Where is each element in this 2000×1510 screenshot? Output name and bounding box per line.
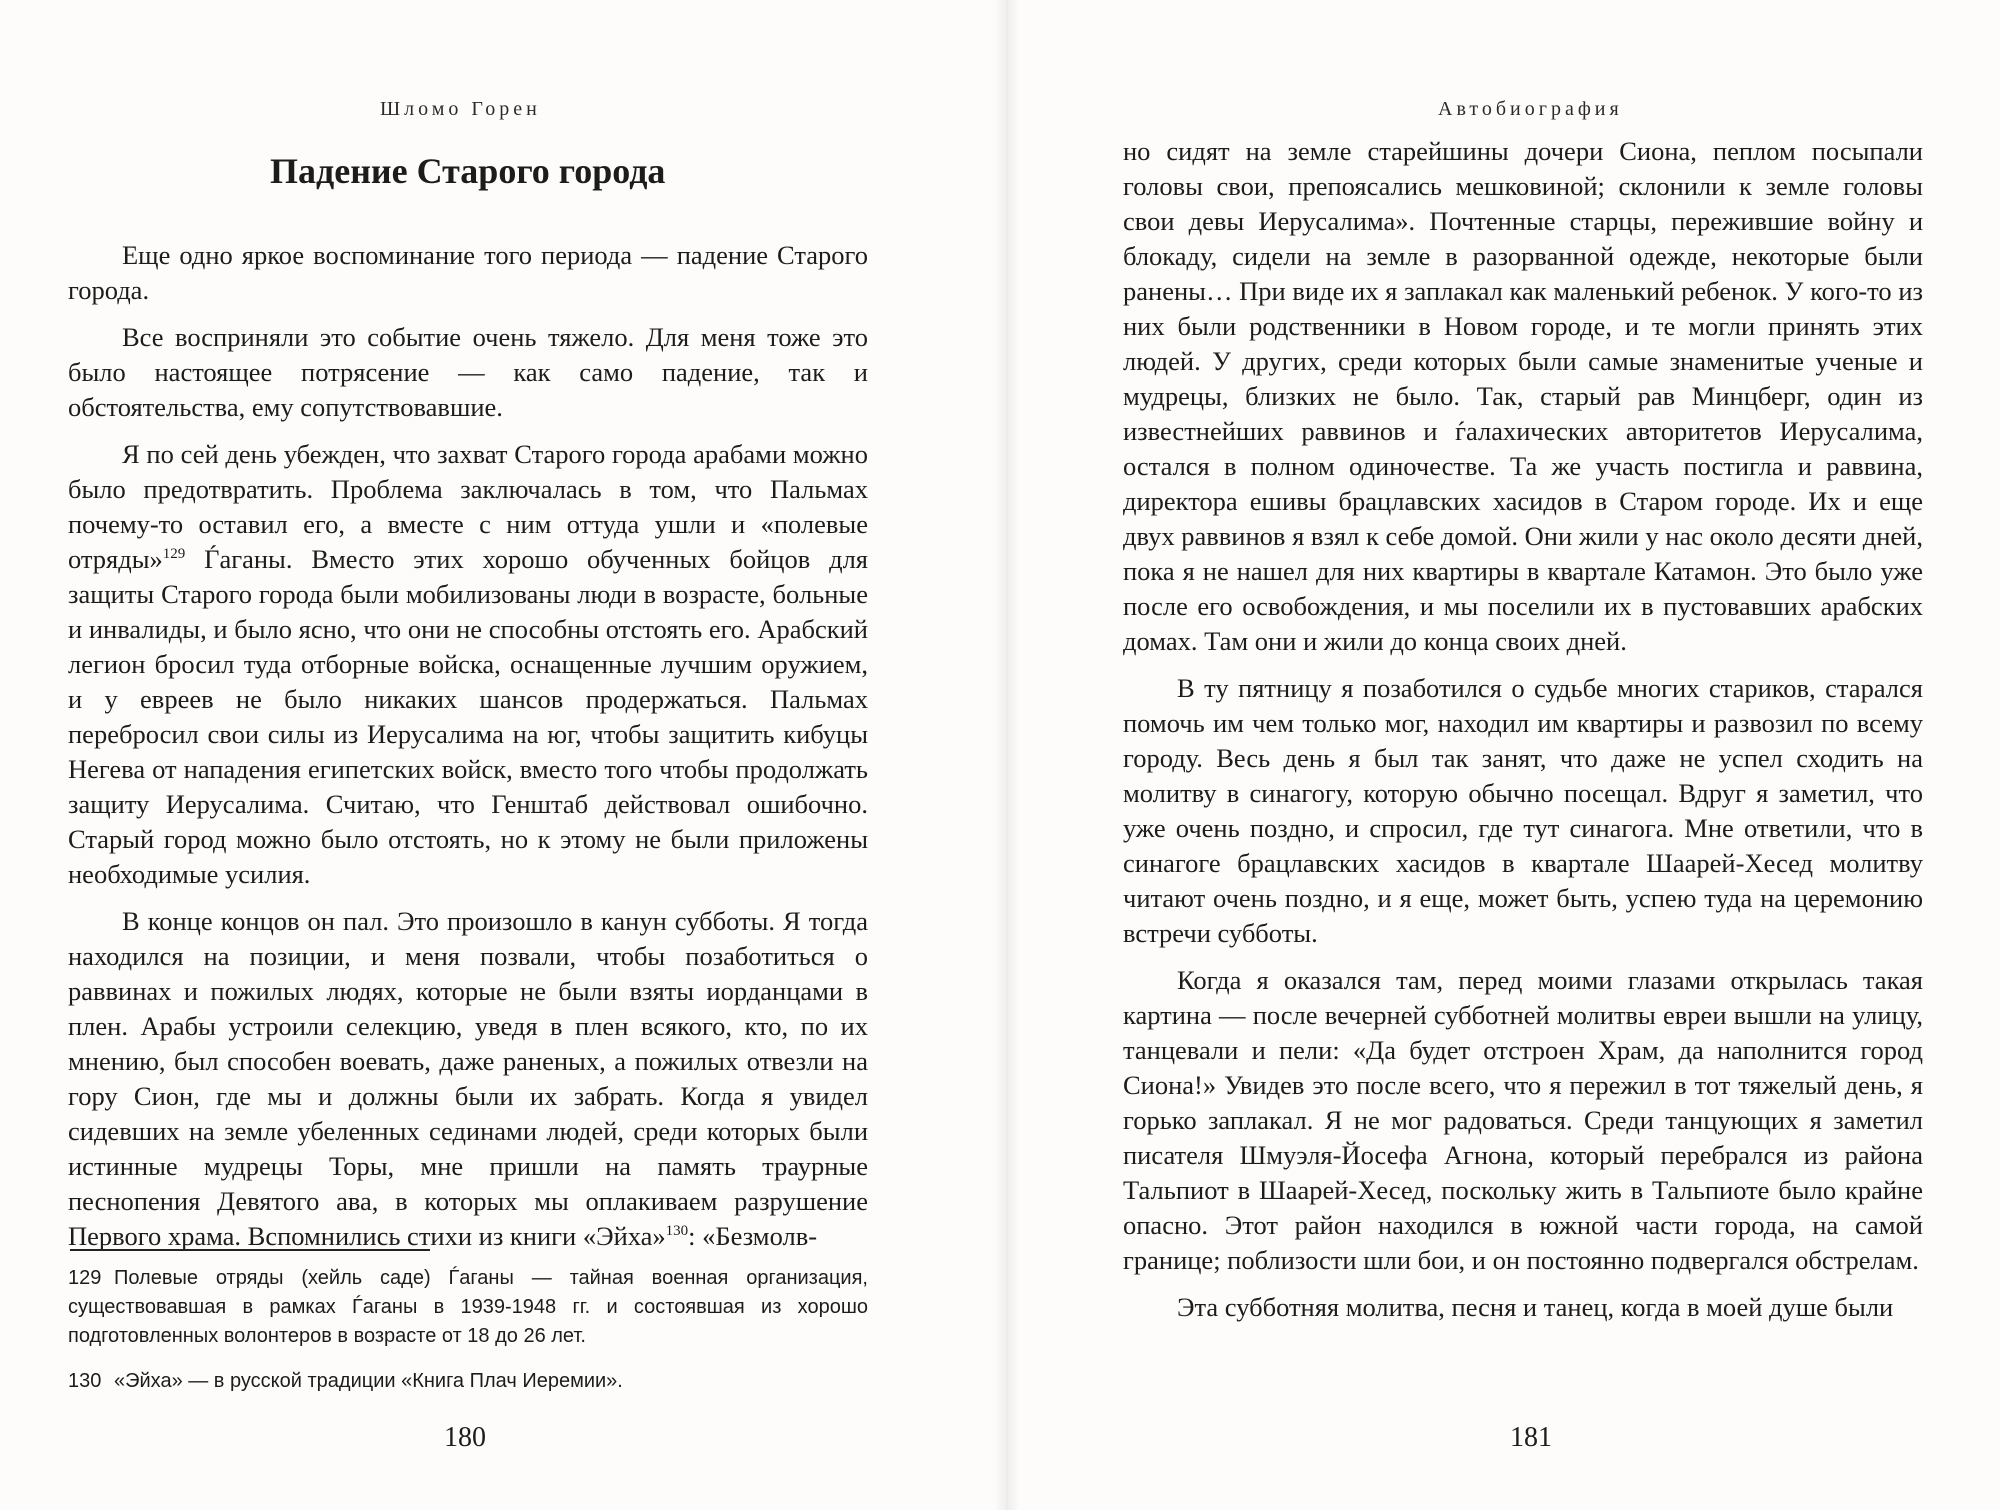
footnotes	[68, 1264, 868, 1412]
footnote-number: 129	[68, 1267, 102, 1289]
footnote-text: Полевые отряды (хейль саде) Ѓаганы — тайная военная организация, существовавшая в рамках Ѓаганы в 1939-1948 гг. и состоявшая из хорошо подготовленных волонтеров в возрасте от 18 до 26 лет.	[68, 1267, 868, 1347]
footnote-ref-130[interactable]: 130	[665, 1223, 689, 1240]
paragraph: Еще одно яркое воспоминание того периода — падение Старого города.	[68, 240, 868, 305]
right-running-head: Автобиография	[1438, 98, 1623, 120]
paragraph-text: Я по сей день убежден, что захват Старого города арабами можно было предотвратить. Проблема заключалась в том, что Пальмах почему-то оставил его, а вместе с ним оттуда ушли и «полевые отряды»	[68, 439, 868, 574]
right-text-block	[1123, 134, 1923, 1325]
paragraph-text: В конце концов он пал. Это произошло в канун субботы. Я тогда находился на позиции, и меня позвали, чтобы позаботиться о раввинах и пожилых людях, которые не были взяты иорданцами в плен. Арабы устроили селекцию, уведя в плен всякого, кто, по их мнению, был способен воевать, даже раненых, а пожилых отвезли на гору Сион, где мы и должны были их забрать. Когда я увидел сидевших на земле убеленных сединами людей, среди которых были истинные мудрецы Торы, мне пришли на память траурные песнопения Девятого ава, в которых мы оплакиваем разрушение Первого храма. Вспомнились стихи из книги «Эйха»	[68, 906, 868, 1251]
right-page-number: 181	[1510, 1422, 1552, 1453]
footnote-text: «Эйха» — в русской традиции «Книга Плач Иеремии».	[114, 1370, 623, 1392]
chapter-title: Падение Старого города	[270, 151, 666, 191]
paragraph: В ту пятницу я позаботился о судьбе многих стариков, старался помочь им чем только мог, находил им квартиры и развозил по всему городу. Весь день я был так занят, что даже не успел сходить на молитву в синагогу, которую обычно посещал. Вдруг я заметил, что уже очень поздно, и спросил, где тут синагога. Мне ответили, что в синагоге брацлавских хасидов в квартале Шаарей-Хесед молитву читают очень поздно, и я еще, может быть, успею туда на церемонию встречи субботы.	[1123, 673, 1923, 948]
left-running-head: Шломо Горен	[380, 98, 541, 120]
footnote-number: 130	[68, 1370, 102, 1392]
right-page	[1010, 0, 2000, 1510]
paragraph-text: : «Безмолв-	[688, 1221, 818, 1251]
footnote-ref-129[interactable]: 129	[162, 546, 186, 563]
paragraph: Когда я оказался там, перед моими глазами открылась такая картина — после вечерней субботней молитвы евреи вышли на улицу, танцевали и пели: «Да будет отстроен Храм, да наполнится город Сиона!» Увидев это после всего, что я пережил в тот тяжелый день, я горько заплакал. Я не мог радоваться. Среди танцующих я заметил писателя Шмуэля-Йосефа Агнона, который перебрался из района Тальпиот в Шаарей-Хесед, поскольку жить в Тальпиоте было крайне опасно. Этот район находился в южной части города, на самой границе; поблизости шли бои, и он постоянно подвергался обстрелам.	[1123, 965, 1923, 1275]
paragraph	[68, 437, 868, 892]
footnote-129	[68, 1264, 868, 1351]
paragraph: Все восприняли это событие очень тяжело. Для меня тоже это было настоящее потрясение — как само падение, так и обстоятельства, ему сопутствовавшие.	[68, 322, 868, 422]
paragraph: но сидят на земле старейшины дочери Сиона, пеплом посыпали головы свои, препоясались мешковиной; склонили к земле головы свои девы Иерусалима». Почтенные старцы, пережившие войну и блокаду, сидели на земле в разорванной одежде, некоторые были ранены… При виде их я заплакал как маленький ребенок. У кого-то из них были родственники в Новом городе, и те могли принять этих людей. У других, среди которых были самые знаменитые ученые и мудрецы, близких не было. Так, старый рав Минцберг, один из известнейших раввинов и ѓалахических авторитетов Иерусалима, остался в полном одиночестве. Та же участь постигла и раввина, директора ешивы брацлавских хасидов в Старом городе. Их и еще двух раввинов я взял к себе домой. Они жили у нас около десяти дней, пока я не нашел для них квартиры в квартале Катамон. Это было уже после его освобождения, и мы поселили их в пустовавших арабских домах. Там они и жили до конца своих дней.	[1123, 136, 1923, 656]
paragraph	[68, 904, 868, 1254]
paragraph-text: Ѓаганы. Вместо этих хорошо обученных бойцов для защиты Старого города были мобилизованы люди в возрасте, больные и инвалиды, и было ясно, что они не способны отстоять его. Арабский легион бросил туда отборные войска, оснащенные лучшим оружием, и у евреев не было никаких шансов продержаться. Пальмах перебросил свои силы из Иерусалима на юг, чтобы защитить кибуцы Негева от нападения египетских войск, вместо того чтобы продолжать защиту Иерусалима. Считаю, что Генштаб действовал ошибочно. Старый город можно было отстоять, но к этому не были приложены необходимые усилия.	[68, 544, 868, 889]
left-page-number: 180	[444, 1422, 486, 1453]
left-text-block	[68, 238, 868, 1254]
paragraph: Эта субботняя молитва, песня и танец, когда в моей душе были	[1177, 1292, 1894, 1322]
footnote-130	[68, 1367, 868, 1396]
footnote-divider	[70, 1249, 430, 1251]
